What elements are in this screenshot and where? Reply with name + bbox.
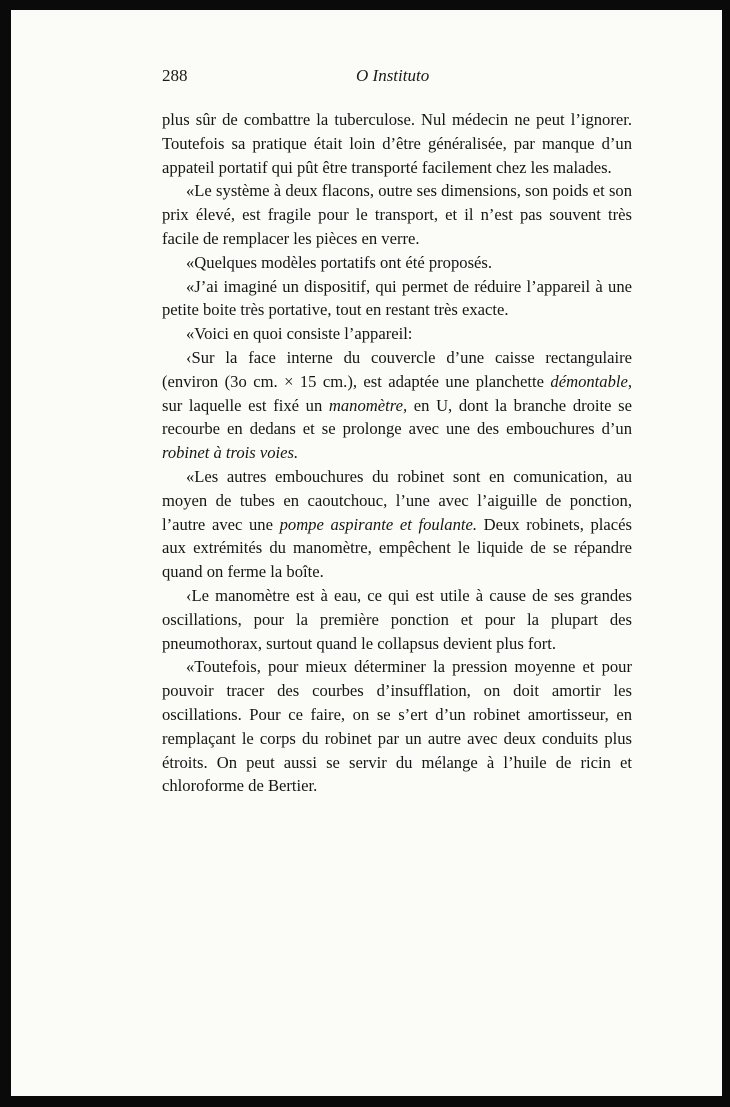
paragraph	[162, 251, 632, 275]
paragraph-text: en U, dont la branche droite se recourbe en dedans et se prolonge avec une des embouchures d’un	[162, 395, 632, 439]
paragraph-text: plus sûr de combattre la tuberculose. Nul médecin ne peut l’ignorer. Toutefois sa pratique était loin d’être généralisée, par manque d’un appateil portatif qui pût être transporté facilement chez les malades.	[162, 110, 632, 177]
paragraph-text: ‹Le manomètre est à eau, ce qui est utile à cause de ses grandes oscillations, pour la première ponction et pour la plupart des pneumothorax, surtout quand le collapsus devient plus fort.	[162, 585, 632, 653]
paragraph-text: «Voici en quoi consiste l’appareil:	[186, 324, 413, 344]
paragraph-text: «Le système à deux flacons, outre ses dimensions, son poids et son prix élevé, est fragile pour le transport, et il n’est pas souvent très facile de remplacer les pièces en verre.	[162, 181, 632, 248]
paragraph	[162, 655, 632, 798]
paragraph	[162, 322, 632, 346]
running-title: O Instituto	[356, 66, 430, 85]
paragraph-text: «Les autres embouchures du robinet sont en comunication, au moyen de tubes en caoutchouc, l’une avec l’aiguille de ponction, l’autre avec une	[162, 466, 632, 534]
paragraph-text: «Toutefois, pour mieux déterminer la pression moyenne et pour pouvoir tracer des courbes d’insufflation, on doit amortir les oscillations. Pour ce faire, on se s’ert d’un robinet amortisseur, en remplaçant le corps du robinet par un autre avec deux conduits plus étroits. On peut aussi se servir du mélange à l’huile de ricin et chloroforme de Bertier.	[162, 657, 632, 796]
paragraph	[162, 584, 632, 655]
body-text	[162, 108, 632, 798]
paragraph	[162, 465, 632, 584]
italic-term: pompe aspirante et foulante.	[279, 514, 477, 534]
paragraph	[162, 275, 632, 323]
paragraph	[162, 108, 632, 179]
italic-term: manomètre,	[328, 395, 408, 415]
paragraph-text: , sur laquelle est fixé un	[162, 371, 632, 415]
italic-term: démontable	[550, 371, 628, 391]
page-number: 288	[162, 66, 188, 85]
paragraph-text: Deux robinets, placés aux extrémités du manomètre, empêchent le liquide de se répandre quand on ferme la boîte.	[162, 514, 632, 582]
italic-term: robinet à trois voies.	[162, 443, 299, 463]
paragraph	[162, 346, 632, 465]
paragraph	[162, 179, 632, 250]
page-header	[162, 66, 632, 88]
paragraph-text: «Quelques modèles portatifs ont été proposés.	[186, 252, 492, 272]
paragraph-text: ‹Sur la face interne du couvercle d’une caisse rectangulaire (environ (3o cm. × 15 cm.), est adaptée une planchette	[162, 347, 632, 391]
paragraph-text: «J’ai imaginé un dispositif, qui permet de réduire l’appareil à une petite boite très portative, tout en restant très exacte.	[162, 276, 632, 320]
